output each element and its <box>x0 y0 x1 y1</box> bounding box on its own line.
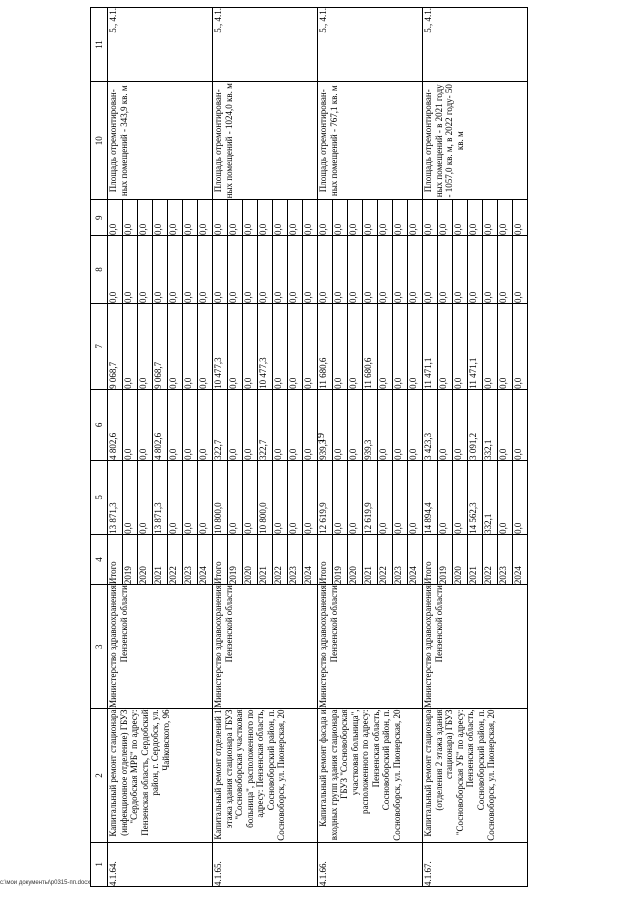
value-cell: 0,0 <box>393 235 408 303</box>
value-cell: 0,0 <box>183 200 198 236</box>
value-cell: 0,0 <box>258 200 273 236</box>
value-cell: 0,0 <box>468 235 483 303</box>
value-cell: 10 800,0 <box>213 460 228 534</box>
value-cell: 0,0 <box>168 460 183 534</box>
year-cell: Итого <box>213 534 228 584</box>
value-cell: 0,0 <box>408 200 423 236</box>
value-cell: 0,0 <box>123 235 138 303</box>
header-cell: 4 <box>91 534 108 584</box>
value-cell: 0,0 <box>183 460 198 534</box>
value-cell: 0,0 <box>513 389 528 460</box>
value-cell: 0,0 <box>453 200 468 236</box>
value-cell: 0,0 <box>108 200 123 236</box>
value-cell: 939,3 <box>318 389 333 460</box>
year-cell: 2019 <box>228 534 243 584</box>
value-cell: 10 477,3 <box>213 304 228 390</box>
value-cell: 0,0 <box>213 200 228 236</box>
value-cell: 0,0 <box>123 389 138 460</box>
value-cell: 0,0 <box>228 200 243 236</box>
value-cell: 11 471,1 <box>468 304 483 390</box>
value-cell: 0,0 <box>513 235 528 303</box>
value-cell: 0,0 <box>243 389 258 460</box>
group-id-cell: 4.1.66. <box>318 842 423 886</box>
value-cell: 0,0 <box>378 200 393 236</box>
year-cell: 2021 <box>153 534 168 584</box>
group-indicator-cell: Площадь отремонтирован-ных помещений - 1024,0 кв. м <box>213 82 318 200</box>
group-title-cell: Капитальный ремонт стационара (отделения 2 этажа здания стационара) ГБУЗ "Сосновоборская УБ" по адресу: Пензенская область, Сосновоборский район, п. Сосновоборск, ул. Пионерская, 20 <box>423 709 528 842</box>
group-id-cell: 4.1.65. <box>213 842 318 886</box>
header-cell: 5 <box>91 460 108 534</box>
year-cell: 2020 <box>348 534 363 584</box>
value-cell: 10 477,3 <box>258 304 273 390</box>
header-cell: 7 <box>91 304 108 390</box>
table-row <box>423 8 438 887</box>
value-cell: 0,0 <box>138 389 153 460</box>
value-cell: 0,0 <box>378 460 393 534</box>
value-cell: 0,0 <box>393 200 408 236</box>
group-executor-cell: Министерство здравоохранения Пензенской области <box>423 585 528 709</box>
value-cell: 0,0 <box>273 304 288 390</box>
value-cell: 12 619,9 <box>363 460 378 534</box>
header-cell: 2 <box>91 709 108 842</box>
value-cell: 0,0 <box>333 304 348 390</box>
value-cell: 0,0 <box>453 304 468 390</box>
value-cell: 0,0 <box>483 200 498 236</box>
value-cell: 14 562,3 <box>468 460 483 534</box>
year-cell: 2020 <box>243 534 258 584</box>
value-cell: 0,0 <box>303 200 318 236</box>
value-cell: 0,0 <box>318 200 333 236</box>
value-cell: 4 802,6 <box>153 389 168 460</box>
table-row <box>318 8 333 887</box>
value-cell: 12 619,9 <box>318 460 333 534</box>
value-cell: 3 091,2 <box>468 389 483 460</box>
year-cell: Итого <box>318 534 333 584</box>
value-cell: 0,0 <box>228 304 243 390</box>
value-cell: 0,0 <box>363 200 378 236</box>
value-cell: 0,0 <box>513 460 528 534</box>
value-cell: 0,0 <box>288 200 303 236</box>
value-cell: 0,0 <box>438 389 453 460</box>
value-cell: 0,0 <box>378 235 393 303</box>
value-cell: 0,0 <box>348 235 363 303</box>
value-cell: 0,0 <box>513 304 528 390</box>
year-cell: 2021 <box>363 534 378 584</box>
value-cell: 0,0 <box>483 235 498 303</box>
value-cell: 0,0 <box>423 235 438 303</box>
value-cell: 0,0 <box>153 200 168 236</box>
value-cell: 0,0 <box>423 200 438 236</box>
value-cell: 0,0 <box>498 389 513 460</box>
value-cell: 0,0 <box>183 235 198 303</box>
value-cell: 0,0 <box>333 460 348 534</box>
header-cell: 3 <box>91 585 108 709</box>
year-cell: 2024 <box>198 534 213 584</box>
value-cell: 0,0 <box>438 235 453 303</box>
value-cell: 0,0 <box>438 304 453 390</box>
value-cell: 0,0 <box>348 460 363 534</box>
value-cell: 0,0 <box>348 304 363 390</box>
value-cell: 0,0 <box>138 235 153 303</box>
table-row <box>108 8 123 887</box>
group-id-cell: 4.1.64. <box>108 842 213 886</box>
year-cell: 2023 <box>393 534 408 584</box>
group-indicator-cell: Площадь отремонтирован-ных помещений - в 2021 году - 1057,0 кв. м, в 2022 году- 50 кв. м <box>423 82 528 200</box>
year-cell: 2024 <box>303 534 318 584</box>
value-cell: 0,0 <box>168 200 183 236</box>
year-cell: 2023 <box>498 534 513 584</box>
value-cell: 0,0 <box>258 235 273 303</box>
value-cell: 13 871,3 <box>108 460 123 534</box>
value-cell: 0,0 <box>228 389 243 460</box>
group-title-cell: Капитальный ремонт стационара (инфекционное отделение) ГБУЗ "Сердобская МРБ" по адресу: Пензенская область, Сердобский район, г. Сердобск, ул. Чайковского, 96 <box>108 709 213 842</box>
value-cell: 0,0 <box>408 235 423 303</box>
rotated-page <box>90 7 600 887</box>
value-cell: 0,0 <box>198 389 213 460</box>
header-cell: 11 <box>91 8 108 82</box>
year-cell: 2019 <box>438 534 453 584</box>
value-cell: 939,3 <box>363 389 378 460</box>
group-title-cell: Капитальный ремонт отделений 1 этажа здания стационара ГБУЗ "Сосновоборская участковая больница", расположенного по адресу: Пензенская область, Сосновоборский район, п. Сосновоборск, ул. Пионерская, 20 <box>213 709 318 842</box>
value-cell: 332,1 <box>483 389 498 460</box>
value-cell: 0,0 <box>153 235 168 303</box>
table-row <box>213 8 228 887</box>
value-cell: 0,0 <box>498 235 513 303</box>
value-cell: 0,0 <box>213 235 228 303</box>
table-body <box>91 8 528 887</box>
value-cell: 0,0 <box>183 304 198 390</box>
value-cell: 0,0 <box>288 460 303 534</box>
value-cell: 0,0 <box>468 200 483 236</box>
value-cell: 0,0 <box>288 235 303 303</box>
value-cell: 0,0 <box>318 235 333 303</box>
group-title-cell: Капитальный ремонт фасада и входных групп здания стационара ГБУЗ "Сосновоборская участковая больница", расположенного по адресу: Пензенская область, Сосновоборский район, п. Сосновоборск, ул. Пионерская, 20 <box>318 709 423 842</box>
value-cell: 0,0 <box>243 235 258 303</box>
header-cell: 8 <box>91 235 108 303</box>
year-cell: 2023 <box>183 534 198 584</box>
year-cell: 2020 <box>453 534 468 584</box>
value-cell: 11 680,6 <box>318 304 333 390</box>
value-cell: 0,0 <box>513 200 528 236</box>
year-cell: 2022 <box>378 534 393 584</box>
value-cell: 0,0 <box>333 235 348 303</box>
value-cell: 322,7 <box>213 389 228 460</box>
value-cell: 0,0 <box>198 304 213 390</box>
value-cell: 0,0 <box>408 304 423 390</box>
group-executor-cell: Министерство здравоохранения Пензенской области <box>213 585 318 709</box>
year-cell: 2019 <box>123 534 138 584</box>
value-cell: 0,0 <box>108 235 123 303</box>
value-cell: 0,0 <box>498 200 513 236</box>
value-cell: 10 800,0 <box>258 460 273 534</box>
value-cell: 0,0 <box>168 389 183 460</box>
year-cell: 2019 <box>333 534 348 584</box>
group-indicator-cell: Площадь отремонтирован-ных помещений - 343,9 кв. м <box>108 82 213 200</box>
program-table <box>90 7 528 887</box>
value-cell: 0,0 <box>483 304 498 390</box>
header-row <box>91 8 108 887</box>
value-cell: 13 871,3 <box>153 460 168 534</box>
value-cell: 0,0 <box>393 304 408 390</box>
value-cell: 0,0 <box>138 304 153 390</box>
value-cell: 0,0 <box>288 304 303 390</box>
value-cell: 0,0 <box>408 389 423 460</box>
value-cell: 0,0 <box>198 235 213 303</box>
value-cell: 0,0 <box>333 389 348 460</box>
value-cell: 0,0 <box>453 460 468 534</box>
value-cell: 0,0 <box>348 200 363 236</box>
value-cell: 0,0 <box>243 200 258 236</box>
header-cell: 1 <box>91 842 108 886</box>
value-cell: 0,0 <box>138 200 153 236</box>
header-cell: 9 <box>91 200 108 236</box>
value-cell: 0,0 <box>303 304 318 390</box>
header-cell: 10 <box>91 82 108 200</box>
value-cell: 0,0 <box>363 235 378 303</box>
value-cell: 0,0 <box>378 304 393 390</box>
year-cell: 2022 <box>168 534 183 584</box>
value-cell: 0,0 <box>243 460 258 534</box>
value-cell: 0,0 <box>438 200 453 236</box>
value-cell: 11 471,1 <box>423 304 438 390</box>
value-cell: 0,0 <box>273 200 288 236</box>
group-indicator-cell: Площадь отремонтирован-ных помещений - 767,1 кв. м <box>318 82 423 200</box>
year-cell: Итого <box>108 534 123 584</box>
value-cell: 0,0 <box>378 389 393 460</box>
value-cell: 0,0 <box>138 460 153 534</box>
value-cell: 332,1 <box>483 460 498 534</box>
value-cell: 0,0 <box>303 235 318 303</box>
year-cell: 2021 <box>468 534 483 584</box>
header-cell: 6 <box>91 389 108 460</box>
value-cell: 0,0 <box>123 460 138 534</box>
value-cell: 0,0 <box>408 460 423 534</box>
value-cell: 0,0 <box>123 200 138 236</box>
value-cell: 0,0 <box>168 304 183 390</box>
group-executor-cell: Министерство здравоохранения Пензенской области <box>108 585 213 709</box>
group-ref-cell: 5., 4.1. <box>423 8 528 82</box>
value-cell: 0,0 <box>453 235 468 303</box>
value-cell: 0,0 <box>333 200 348 236</box>
value-cell: 0,0 <box>183 389 198 460</box>
value-cell: 11 680,6 <box>363 304 378 390</box>
value-cell: 322,7 <box>258 389 273 460</box>
value-cell: 0,0 <box>123 304 138 390</box>
value-cell: 0,0 <box>498 460 513 534</box>
value-cell: 0,0 <box>453 389 468 460</box>
value-cell: 0,0 <box>393 389 408 460</box>
year-cell: 2022 <box>483 534 498 584</box>
file-path-footer: c:\мои документы\p0315-пп.docx <box>0 880 91 886</box>
value-cell: 9 068,7 <box>153 304 168 390</box>
value-cell: 0,0 <box>438 460 453 534</box>
group-executor-cell: Министерство здравоохранения Пензенской области <box>318 585 423 709</box>
year-cell: 2023 <box>288 534 303 584</box>
value-cell: 0,0 <box>243 304 258 390</box>
page-number: 19 <box>316 433 327 443</box>
value-cell: 0,0 <box>228 460 243 534</box>
value-cell: 0,0 <box>273 389 288 460</box>
value-cell: 4 802,6 <box>108 389 123 460</box>
group-ref-cell: 5., 4.1. <box>108 8 213 82</box>
value-cell: 0,0 <box>303 389 318 460</box>
year-cell: 2022 <box>273 534 288 584</box>
group-ref-cell: 5., 4.1. <box>213 8 318 82</box>
value-cell: 3 423,3 <box>423 389 438 460</box>
value-cell: 0,0 <box>168 235 183 303</box>
year-cell: 2024 <box>513 534 528 584</box>
value-cell: 0,0 <box>393 460 408 534</box>
year-cell: 2021 <box>258 534 273 584</box>
value-cell: 0,0 <box>273 235 288 303</box>
group-ref-cell: 5., 4.1. <box>318 8 423 82</box>
value-cell: 0,0 <box>198 460 213 534</box>
value-cell: 14 894,4 <box>423 460 438 534</box>
value-cell: 0,0 <box>198 200 213 236</box>
value-cell: 0,0 <box>288 389 303 460</box>
value-cell: 0,0 <box>348 389 363 460</box>
value-cell: 0,0 <box>228 235 243 303</box>
year-cell: 2024 <box>408 534 423 584</box>
value-cell: 0,0 <box>303 460 318 534</box>
value-cell: 0,0 <box>498 304 513 390</box>
group-id-cell: 4.1.67. <box>423 842 528 886</box>
year-cell: 2020 <box>138 534 153 584</box>
year-cell: Итого <box>423 534 438 584</box>
value-cell: 9 068,7 <box>108 304 123 390</box>
value-cell: 0,0 <box>273 460 288 534</box>
